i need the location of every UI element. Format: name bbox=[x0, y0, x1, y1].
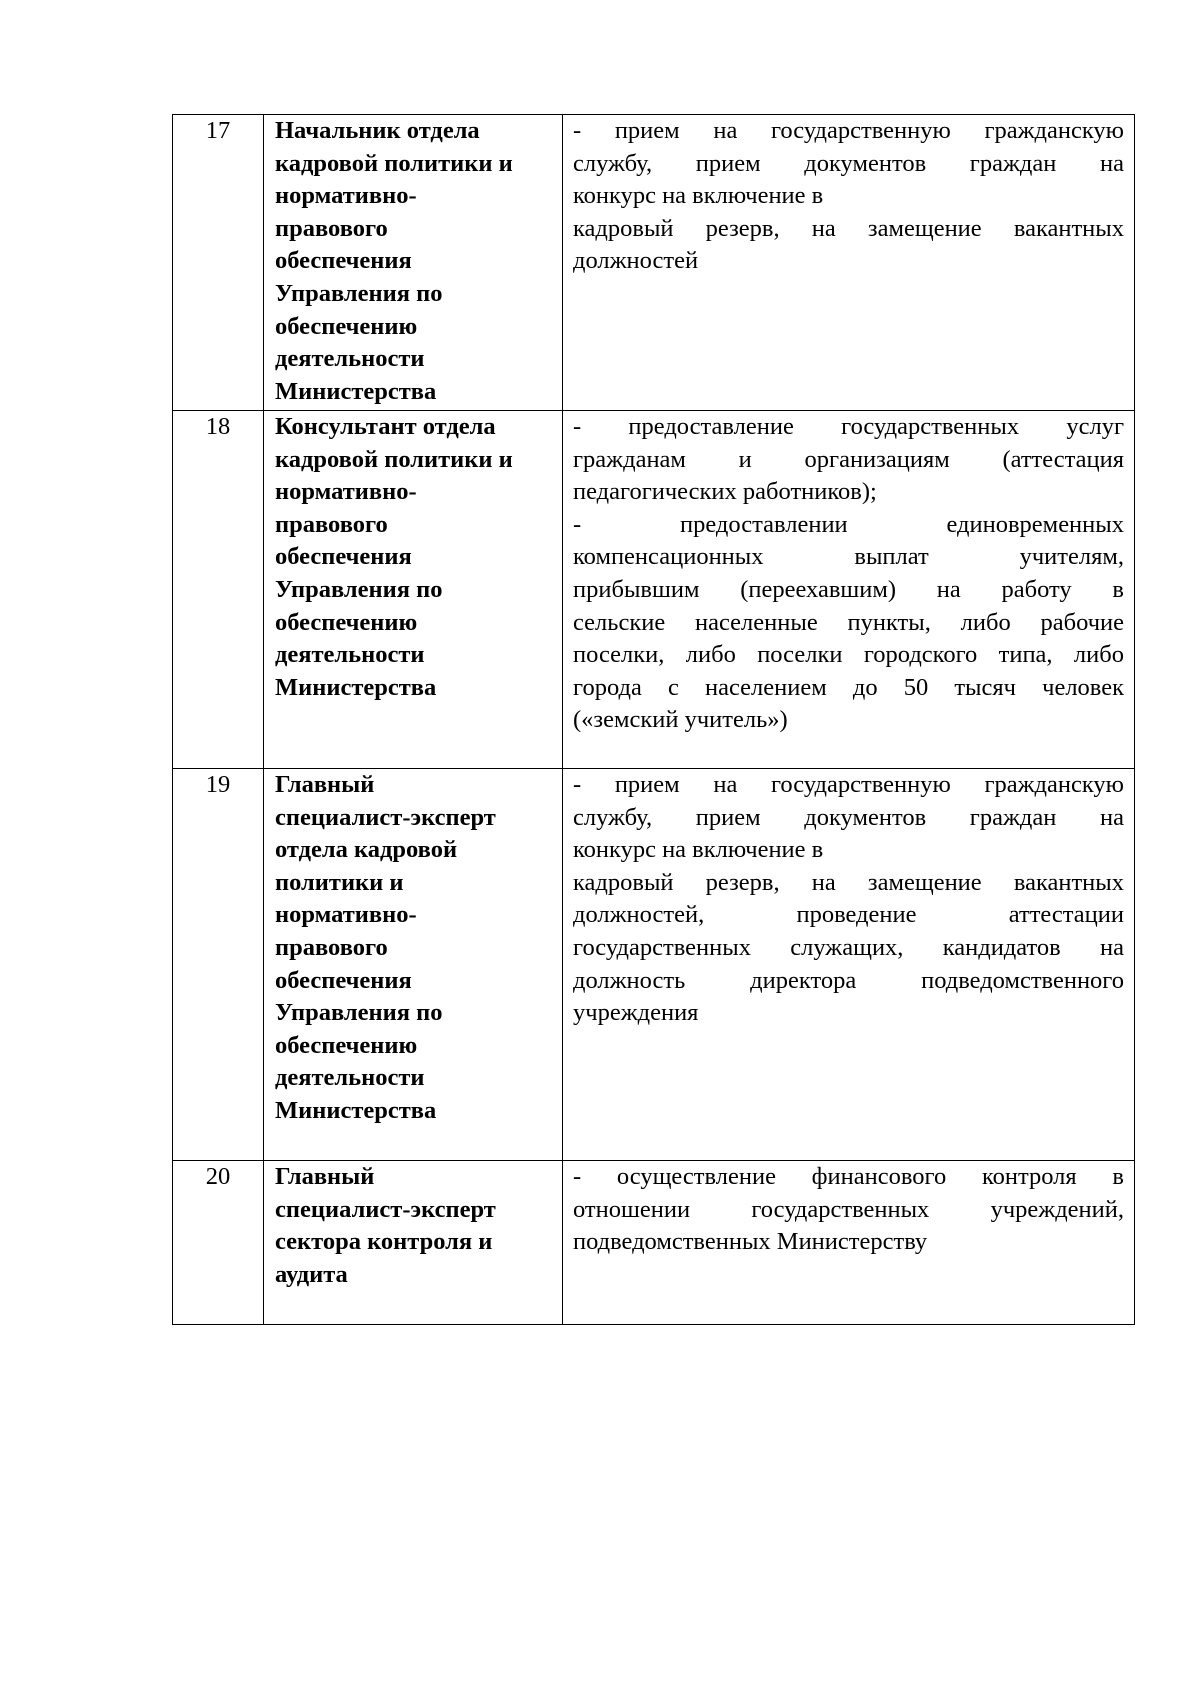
positions-table bbox=[172, 114, 1135, 1325]
function-line: - прием на государственную гражданскую bbox=[573, 771, 1124, 798]
function-line: педагогических работников); bbox=[573, 478, 877, 506]
position-line: Управления по bbox=[275, 999, 443, 1027]
position-line: деятельности bbox=[275, 345, 425, 373]
function-line: прибывшим (переехавшим) на работу в bbox=[573, 575, 1124, 603]
position-line: Управления по bbox=[275, 279, 443, 307]
row-number: 18 bbox=[173, 411, 264, 769]
position-line: Министерства bbox=[275, 1096, 437, 1124]
table-row bbox=[173, 1161, 1135, 1325]
position-functions bbox=[563, 411, 1135, 769]
function-line: службу, прием документов граждан на bbox=[573, 803, 1124, 831]
position-line: Министерства bbox=[275, 673, 437, 701]
table-row bbox=[173, 411, 1135, 769]
position-line: обеспечения bbox=[275, 247, 412, 275]
function-line: учреждения bbox=[573, 999, 699, 1027]
function-line: государственных служащих, кандидатов на bbox=[573, 933, 1124, 961]
function-line: должность директора подведомственного bbox=[573, 966, 1124, 994]
position-line: Главный bbox=[275, 1163, 375, 1190]
position-line: обеспечения bbox=[275, 543, 412, 571]
position-functions bbox=[563, 115, 1135, 411]
function-line: службу, прием документов граждан на bbox=[573, 149, 1124, 177]
position-line: аудита bbox=[275, 1260, 348, 1288]
position-line: деятельности bbox=[275, 641, 425, 669]
function-line: сельские населенные пункты, либо рабочие bbox=[573, 608, 1124, 636]
function-line: подведомственных Министерству bbox=[573, 1228, 928, 1256]
function-line: - осуществление финансового контроля в bbox=[573, 1163, 1124, 1190]
position-line: Начальник отдела bbox=[275, 117, 480, 144]
position-line: правового bbox=[275, 933, 388, 961]
position-line: нормативно- bbox=[275, 478, 417, 506]
position-functions bbox=[563, 1161, 1135, 1325]
position-line: обеспечению bbox=[275, 608, 418, 636]
function-line: компенсационных выплат учителям, bbox=[573, 543, 1124, 571]
position-line: специалист-эксперт bbox=[275, 803, 496, 831]
position-line: политики и bbox=[275, 868, 404, 896]
position-line: Главный bbox=[275, 771, 375, 798]
position-line: правового bbox=[275, 214, 388, 242]
position-title bbox=[264, 1161, 563, 1325]
position-line: правового bbox=[275, 510, 388, 538]
function-line: отношении государственных учреждений, bbox=[573, 1195, 1124, 1223]
function-line: должностей bbox=[573, 247, 699, 275]
function-line: конкурс на включение в bbox=[573, 836, 824, 864]
function-line: поселки, либо поселки городского типа, либо bbox=[573, 641, 1124, 669]
position-line: кадровой политики и bbox=[275, 445, 513, 473]
function-line: кадровый резерв, на замещение вакантных bbox=[573, 214, 1124, 242]
function-line: - прием на государственную гражданскую bbox=[573, 117, 1124, 144]
position-line: кадровой политики и bbox=[275, 149, 513, 177]
row-number: 17 bbox=[173, 115, 264, 411]
position-line: Управления по bbox=[275, 575, 443, 603]
function-line: («земский учитель») bbox=[573, 706, 788, 734]
position-line: специалист-эксперт bbox=[275, 1195, 496, 1223]
position-title bbox=[264, 769, 563, 1161]
function-line: города с населением до 50 тысяч человек bbox=[573, 673, 1124, 701]
function-line: конкурс на включение в bbox=[573, 182, 824, 210]
table-row bbox=[173, 115, 1135, 411]
position-functions bbox=[563, 769, 1135, 1161]
position-line: отдела кадровой bbox=[275, 836, 458, 864]
position-line: обеспечению bbox=[275, 312, 418, 340]
table-row bbox=[173, 769, 1135, 1161]
position-line: сектора контроля и bbox=[275, 1228, 493, 1256]
position-line: обеспечения bbox=[275, 966, 412, 994]
function-line: кадровый резерв, на замещение вакантных bbox=[573, 868, 1124, 896]
position-title bbox=[264, 115, 563, 411]
position-line: деятельности bbox=[275, 1064, 425, 1092]
function-line: - предоставлении единовременных bbox=[573, 510, 1124, 538]
position-title bbox=[264, 411, 563, 769]
position-line: обеспечению bbox=[275, 1031, 418, 1059]
position-line: Министерства bbox=[275, 377, 437, 405]
position-line: Консультант отдела bbox=[275, 413, 496, 440]
row-number: 19 bbox=[173, 769, 264, 1161]
function-line: гражданам и организациям (аттестация bbox=[573, 445, 1124, 473]
function-line: должностей, проведение аттестации bbox=[573, 901, 1124, 929]
position-line: нормативно- bbox=[275, 901, 417, 929]
position-line: нормативно- bbox=[275, 182, 417, 210]
row-number: 20 bbox=[173, 1161, 264, 1325]
function-line: - предоставление государственных услуг bbox=[573, 413, 1124, 440]
